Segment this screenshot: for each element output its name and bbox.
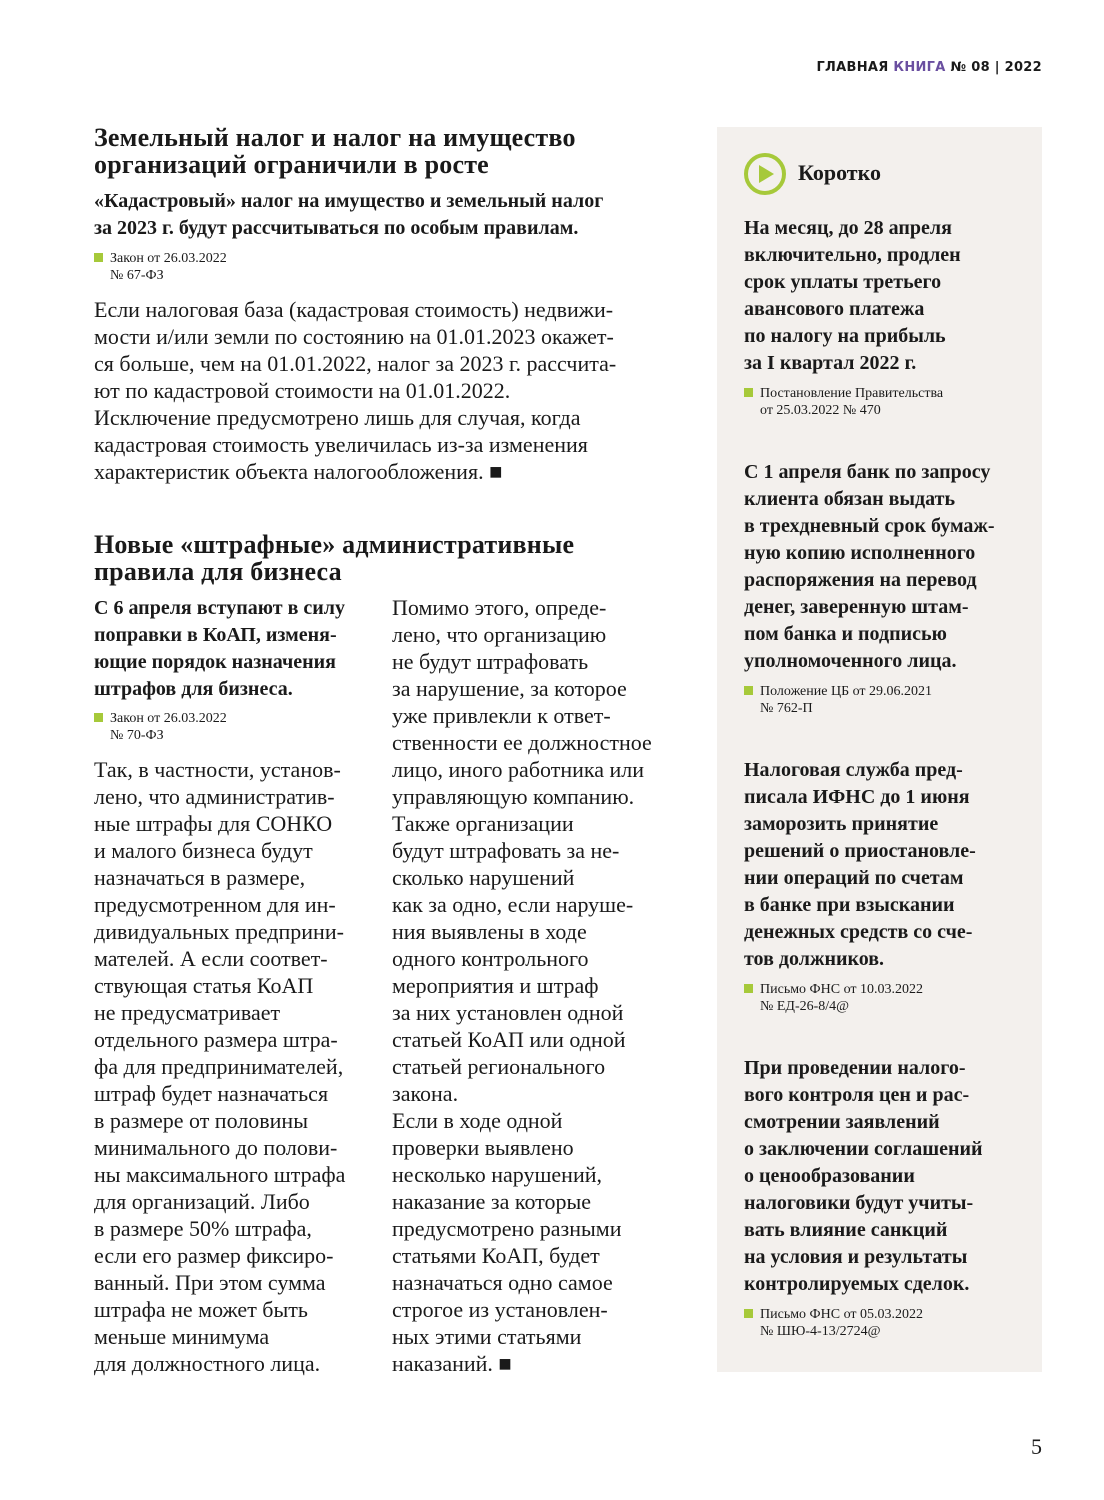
article1-source (94, 250, 227, 284)
article2-source (94, 710, 227, 744)
brief-item-4: При проведении налого- вого контроля цен и рас- смотрении заявлений о заключении соглашений о ценообразовании налоговики будут учиты- вать влияние санкций на условия и результаты контролируемых сделок. (744, 1057, 983, 1295)
bullet-square-icon (94, 253, 103, 262)
brief-item-1: На месяц, до 28 апреля включительно, продлен срок уплаты третьего авансового платежа по налогу на прибыль за I квартал 2022 г. (744, 217, 961, 374)
bullet-square-icon (744, 686, 753, 695)
source-text: Положение ЦБ от 29.06.2021 № 762-П (760, 684, 933, 716)
article2-title: Новые «штрафные» административные правила для бизнеса (94, 530, 575, 586)
article2-column1: Так, в частности, установ- лено, что административ- ные штрафы для СОНКО и малого бизнеса будут назначаться в размере, предусмотренном для ин- дивидуальных предприни- мателей. А если соответ- ствующая статья КоАП не предусматривает отдельного размера штра- фа для предпринимателей, штраф будет назначаться в размере от половины минимального до полови- ны максимального штрафа для организаций. Либо в размере 50% штрафа, если его размер фиксиро- ванный. При этом сумма штрафа не может быть меньше минимума для должностного лица. (94, 757, 346, 1376)
article1-lead: «Кадастровый» налог на имущество и земельный налог за 2023 г. будут рассчитываться по особым правилам. (94, 190, 604, 239)
article1-body: Если налоговая база (кадастровая стоимость) недвижи- мости и/или земли по состоянию на 01.01.2023 окажет- ся больше, чем на 01.01.2022, налог за 2023 г. рассчита- ют по кадастровой стоимости на 01.01.2022. Исключение предусмотрено лишь для случая, когда кадастровая стоимость увеличилась из-за изменения характеристик объекта налогообложения. ■ (94, 297, 617, 484)
article1-title: Земельный налог и налог на имущество организаций ограничили в росте (94, 123, 576, 179)
source-text: Письмо ФНС от 05.03.2022 № ШЮ-4-13/2724@ (760, 1307, 924, 1339)
source-text: Постановление Правительства от 25.03.2022 № 470 (760, 386, 944, 418)
brief-source-1 (744, 385, 943, 419)
bullet-square-icon (744, 388, 753, 397)
play-circle-icon (743, 152, 787, 196)
brand-part2: КНИГА (893, 60, 946, 75)
source-text: Закон от 26.03.2022 № 67-ФЗ (110, 251, 227, 283)
article2-column2: Помимо этого, опреде- лено, что организацию не будут штрафовать за нарушение, за которое уже привлекли к ответ- ственности ее должностное лицо, иного работника или управляющую компанию. Также организации будут штрафовать за не- сколько нарушений как за одно, если наруше- ния выявлены в ходе одного контрольного мероприятия и штраф за них установлен одной статьей КоАП или одной статьей регионального закона. Если в ходе одной проверки выявлено несколько нарушений, наказание за которые предусмотрено разными статьями КоАП, будет назначаться одно самое строгое из установлен- ных этими статьями наказаний. ■ (392, 595, 652, 1376)
brief-item-3: Налоговая служба пред- писала ИФНС до 1 июня заморозить принятие решений о приостановле- нии операций по счетам в банке при взыскании денежных средств со сче- тов должников. (744, 759, 976, 970)
brief-source-3 (744, 981, 923, 1015)
article2-lead: С 6 апреля вступают в силу поправки в КоАП, изменя- ющие порядок назначения штрафов для бизнеса. (94, 597, 346, 700)
sidebar-title: Коротко (798, 160, 881, 185)
source-text: Письмо ФНС от 10.03.2022 № ЕД-26-8/4@ (760, 982, 924, 1014)
issue-number: № 08 | 2022 (950, 60, 1042, 75)
brief-source-4 (744, 1306, 923, 1340)
bullet-square-icon (744, 1309, 753, 1318)
brief-item-2: С 1 апреля банк по запросу клиента обязан выдать в трехдневный срок бумаж- ную копию исполненного распоряжения на перевод денег, заверенную штам- пом банка и подписью уполномоченного лица. (744, 461, 995, 672)
page-number: 5 (1031, 1434, 1042, 1459)
brand-part1: ГЛАВНАЯ (816, 60, 889, 75)
running-header (816, 60, 1042, 75)
bullet-square-icon (744, 984, 753, 993)
brief-source-2 (744, 683, 932, 717)
source-text: Закон от 26.03.2022 № 70-ФЗ (110, 711, 227, 743)
bullet-square-icon (94, 713, 103, 722)
